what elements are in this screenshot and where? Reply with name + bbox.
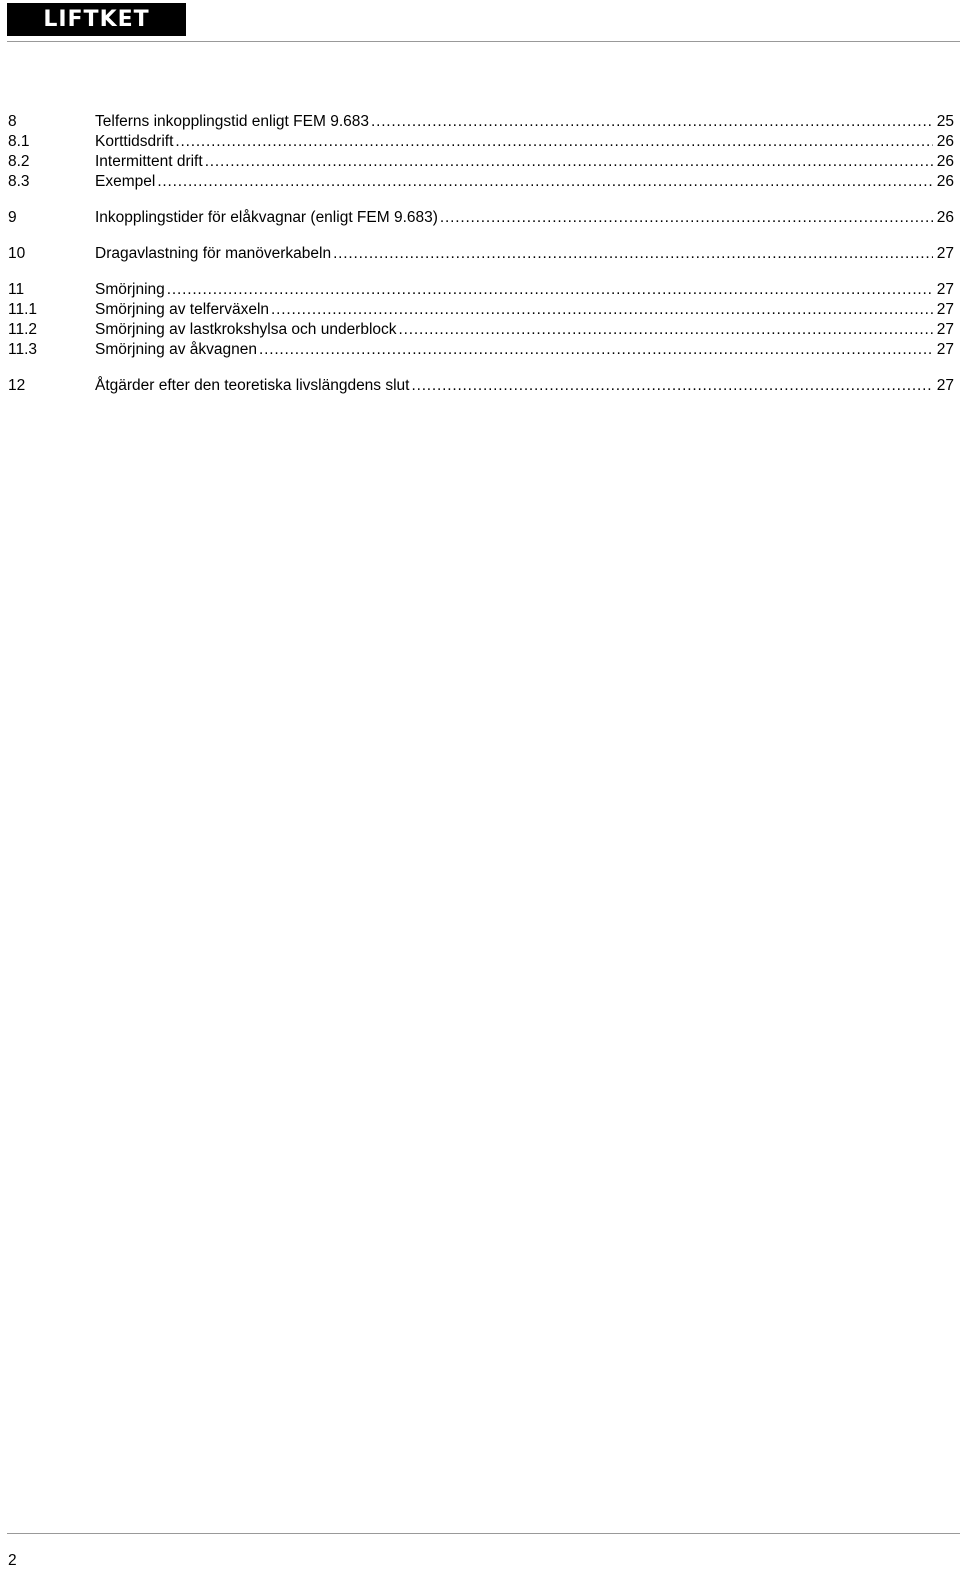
toc-entry-12[interactable] xyxy=(8,376,954,396)
dot-leader xyxy=(333,244,933,264)
toc-entry-title: Smörjning av telferväxeln xyxy=(95,301,270,318)
toc-entry-title: Telferns inkopplingstid enligt FEM 9.683 xyxy=(95,113,369,130)
footer-divider xyxy=(7,1533,960,1534)
toc-entry-number: 8 xyxy=(8,113,17,130)
toc-entry-page: 27 xyxy=(936,245,954,262)
toc-entry-number: 10 xyxy=(8,245,26,262)
dot-leader xyxy=(399,320,933,340)
toc-entry-title: Inkopplingstider för elåkvagnar (enligt FEM 9.683) xyxy=(95,209,438,226)
toc-entry-number: 11 xyxy=(8,281,25,298)
dot-leader xyxy=(271,300,933,320)
toc-entry-title: Korttidsdrift xyxy=(95,133,174,150)
toc-entry-page: 27 xyxy=(936,377,954,394)
toc-entry-number: 11.1 xyxy=(8,301,38,318)
toc-entry-page: 26 xyxy=(936,133,954,150)
toc-entry-11[interactable] xyxy=(8,280,954,300)
dot-leader xyxy=(411,376,932,396)
toc-entry-page: 25 xyxy=(936,113,954,130)
toc-entry-number: 11.2 xyxy=(8,321,38,338)
toc-entry-number: 8.2 xyxy=(8,153,30,170)
toc-entry-number: 8.3 xyxy=(8,173,30,190)
logo-text: LIFTKET xyxy=(43,6,150,32)
toc-entry-number: 11.3 xyxy=(8,341,38,358)
toc-entry-title: Smörjning av åkvagnen xyxy=(95,341,257,358)
toc-entry-title: Intermittent drift xyxy=(95,153,203,170)
dot-leader xyxy=(175,132,932,152)
header-divider xyxy=(7,41,960,42)
toc-entry-8[interactable] xyxy=(8,112,954,132)
toc-entry-11-1[interactable] xyxy=(8,300,954,320)
toc-entry-10[interactable] xyxy=(8,244,954,264)
toc-entry-page: 27 xyxy=(936,321,954,338)
dot-leader xyxy=(205,152,933,172)
toc-entry-11-2[interactable] xyxy=(8,320,954,340)
dot-leader xyxy=(157,172,932,192)
toc-entry-title: Åtgärder efter den teoretiska livslängdens slut xyxy=(95,377,410,394)
page-number: 2 xyxy=(8,1552,17,1569)
dot-leader xyxy=(167,280,933,300)
dot-leader xyxy=(440,208,933,228)
toc-entry-page: 27 xyxy=(936,301,954,318)
table-of-contents xyxy=(8,112,954,396)
toc-entry-number: 12 xyxy=(8,377,26,394)
dot-leader xyxy=(259,340,933,360)
toc-entry-page: 26 xyxy=(936,153,954,170)
dot-leader xyxy=(371,112,933,132)
toc-entry-title: Dragavlastning för manöverkabeln xyxy=(95,245,332,262)
toc-entry-title: Smörjning av lastkrokshylsa och underblock xyxy=(95,321,397,338)
toc-entry-title: Smörjning xyxy=(95,281,165,298)
toc-entry-number: 8.1 xyxy=(8,133,30,150)
toc-entry-8-3[interactable] xyxy=(8,172,954,192)
toc-entry-title: Exempel xyxy=(95,173,156,190)
toc-entry-page: 26 xyxy=(936,173,954,190)
toc-entry-11-3[interactable] xyxy=(8,340,954,360)
company-logo xyxy=(7,3,186,36)
toc-entry-8-1[interactable] xyxy=(8,132,954,152)
toc-entry-9[interactable] xyxy=(8,208,954,228)
toc-entry-8-2[interactable] xyxy=(8,152,954,172)
toc-entry-number: 9 xyxy=(8,209,17,226)
toc-entry-page: 26 xyxy=(936,209,954,226)
toc-entry-page: 27 xyxy=(936,281,954,298)
toc-entry-page: 27 xyxy=(936,341,954,358)
